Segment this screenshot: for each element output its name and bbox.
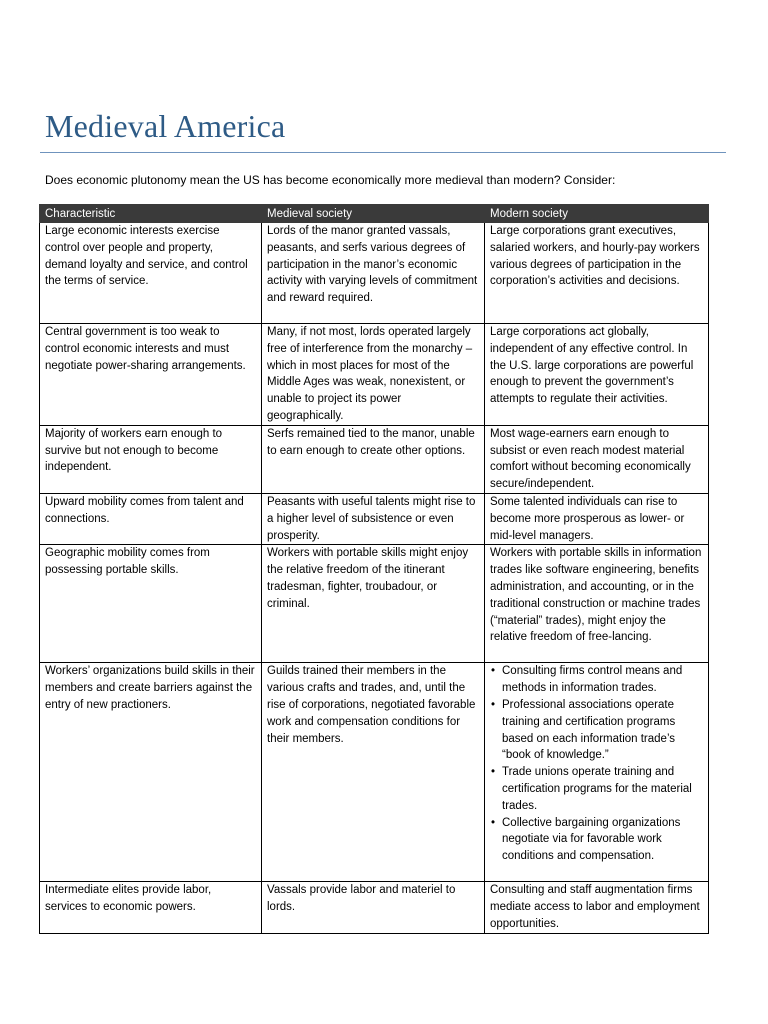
cell-modern: [485, 663, 709, 882]
cell-characteristic: Majority of workers earn enough to survive but not enough to become independent.: [40, 425, 262, 493]
bullet-list: [490, 663, 703, 865]
list-item: [490, 815, 703, 865]
cell-medieval: Workers with portable skills might enjoy the relative freedom of the itinerant tradesman, fighter, troubadour, or criminal.: [262, 545, 485, 663]
cell-medieval: Guilds trained their members in the various crafts and trades, and, until the rise of corporations, negotiated favorable work and compensation conditions for their members.: [262, 663, 485, 882]
list-item-text: Consulting firms control means and methods in information trades.: [502, 665, 683, 695]
table-row: [40, 663, 709, 882]
list-item-text: Trade unions operate training and certification programs for the material trades.: [502, 766, 692, 812]
cell-characteristic: Intermediate elites provide labor, services to economic powers.: [40, 882, 262, 933]
cell-medieval: Many, if not most, lords operated largely free of interference from the monarchy – which in most places for most of the Middle Ages was weak, nonexistent, or unable to project its power geographically.: [262, 324, 485, 426]
list-item-text: Professional associations operate training and certification programs based on each information trade’s “book of knowledge.”: [502, 698, 676, 762]
cell-modern: Some talented individuals can rise to become more prosperous as lower- or mid-level managers.: [485, 493, 709, 544]
table-row: [40, 545, 709, 663]
cell-modern: Consulting and staff augmentation firms mediate access to labor and employment opportunities.: [485, 882, 709, 933]
cell-medieval: Peasants with useful talents might rise to a higher level of subsistence or even prosperity.: [262, 493, 485, 544]
table-header-row: [40, 205, 709, 223]
cell-medieval: Lords of the manor granted vassals, peasants, and serfs various degrees of participation in the manor’s economic activity with varying levels of commitment and reward required.: [262, 223, 485, 324]
title-rule: [40, 152, 726, 153]
comparison-table: [39, 204, 709, 934]
cell-characteristic: Workers’ organizations build skills in their members and create barriers against the entry of new practioners.: [40, 663, 262, 882]
table-row: [40, 493, 709, 544]
cell-characteristic: Large economic interests exercise control over people and property, demand loyalty and service, and control the terms of service.: [40, 223, 262, 324]
bullet-icon: •: [491, 698, 496, 711]
list-item: [490, 663, 703, 697]
cell-modern: Workers with portable skills in information trades like software engineering, benefits administration, and accounting, or in the traditional construction or machine trades (“material” trades), might enjoy the relative freedom of free-lancing.: [485, 545, 709, 663]
cell-medieval: Serfs remained tied to the manor, unable to earn enough to create other options.: [262, 425, 485, 493]
list-item: [490, 764, 703, 814]
cell-modern: Large corporations grant executives, salaried workers, and hourly-pay workers various degrees of participation in the corporation’s activities and decisions.: [485, 223, 709, 324]
header-modern: Modern society: [485, 205, 709, 223]
cell-medieval: Vassals provide labor and materiel to lords.: [262, 882, 485, 933]
intro-text: Does economic plutonomy mean the US has become economically more medieval than modern? Consider:: [45, 173, 616, 187]
list-item-text: Collective bargaining organizations negotiate via for favorable work conditions and compensation.: [502, 816, 681, 863]
table-row: [40, 223, 709, 324]
cell-modern: Most wage-earners earn enough to subsist or even reach modest material comfort without becoming economically secure/independent.: [485, 425, 709, 493]
bullet-icon: •: [491, 816, 496, 829]
bullet-icon: •: [491, 766, 496, 779]
table-row: [40, 425, 709, 493]
header-characteristic: Characteristic: [40, 205, 262, 223]
header-medieval: Medieval society: [262, 205, 485, 223]
cell-characteristic: Central government is too weak to control economic interests and must negotiate power-sharing arrangements.: [40, 324, 262, 426]
list-item: [490, 697, 703, 764]
cell-modern: Large corporations act globally, independent of any effective control. In the U.S. large corporations are powerful enough to prevent the government’s attempts to regulate their activities.: [485, 324, 709, 426]
table-row: [40, 324, 709, 426]
bullet-icon: •: [491, 665, 496, 678]
cell-characteristic: Geographic mobility comes from possessing portable skills.: [40, 545, 262, 663]
cell-characteristic: Upward mobility comes from talent and connections.: [40, 493, 262, 544]
table-row: [40, 882, 709, 933]
page-title: Medieval America: [45, 108, 286, 144]
